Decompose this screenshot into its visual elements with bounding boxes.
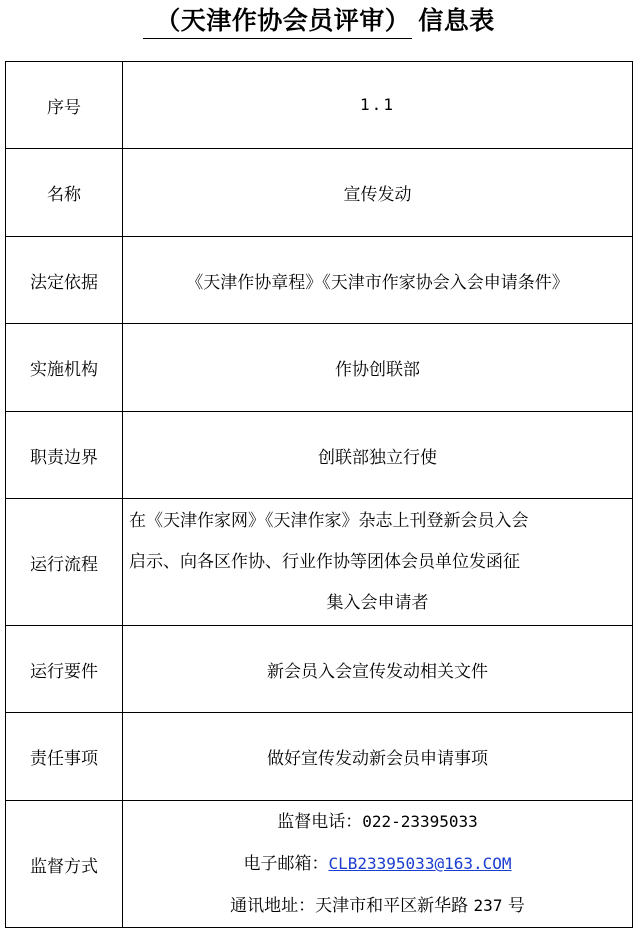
row-label-legal-basis: 法定依据 [6, 237, 123, 324]
serial-number: 1.1 [360, 95, 395, 114]
row-label-responsibility: 责任事项 [6, 713, 123, 801]
row-value-boundary: 创联部独立行使 [123, 412, 633, 499]
row-label-serial: 序号 [6, 62, 123, 149]
row-label-supervision: 监督方式 [6, 801, 123, 928]
table-row [6, 801, 633, 928]
row-value-name: 宣传发动 [123, 149, 633, 237]
table-row [6, 324, 633, 412]
supervision-phone [123, 801, 632, 843]
address-number: 237 [473, 896, 503, 915]
supervision-address [123, 885, 632, 927]
process-line-1: 在《天津作家网》《天津作家》杂志上刊登新会员入会 [129, 510, 529, 531]
table-row [6, 499, 633, 626]
row-label-agency: 实施机构 [6, 324, 123, 412]
info-table [5, 61, 633, 928]
supervision-email [123, 843, 632, 885]
table-row [6, 713, 633, 801]
row-value-supervision [123, 801, 633, 928]
row-label-process: 运行流程 [6, 499, 123, 626]
phone-number: 022-23395033 [362, 812, 478, 831]
table-row [6, 149, 633, 237]
table-row [6, 626, 633, 713]
title-rest: 信息表 [418, 6, 495, 35]
table-row [6, 62, 633, 149]
phone-label: 监督电话： [277, 812, 363, 832]
title-underlined: （天津作协会员评审） [143, 4, 412, 39]
table-row [6, 237, 633, 324]
row-label-boundary: 职责边界 [6, 412, 123, 499]
row-value-serial [123, 62, 633, 149]
row-value-agency: 作协创联部 [123, 324, 633, 412]
row-value-requirements: 新会员入会宣传发动相关文件 [123, 626, 633, 713]
process-line-2: 启示、向各区作协、行业作协等团体会员单位发函征 [129, 551, 520, 572]
address-pre: 天津市和平区新华路 [315, 896, 469, 916]
row-value-legal-basis: 《天津作协章程》《天津市作家协会入会申请条件》 [123, 237, 633, 324]
email-label: 电子邮箱： [243, 854, 329, 874]
row-value-responsibility: 做好宣传发动新会员申请事项 [123, 713, 633, 801]
document-title [0, 2, 638, 42]
row-value-process [123, 499, 633, 626]
address-post: 号 [507, 896, 525, 916]
email-link[interactable]: CLB23395033@163.COM [328, 854, 512, 873]
process-text [123, 501, 632, 624]
address-label: 通讯地址： [230, 896, 316, 916]
row-label-requirements: 运行要件 [6, 626, 123, 713]
table-row [6, 412, 633, 499]
row-label-name: 名称 [6, 149, 123, 237]
process-line-3: 集入会申请者 [326, 592, 429, 613]
